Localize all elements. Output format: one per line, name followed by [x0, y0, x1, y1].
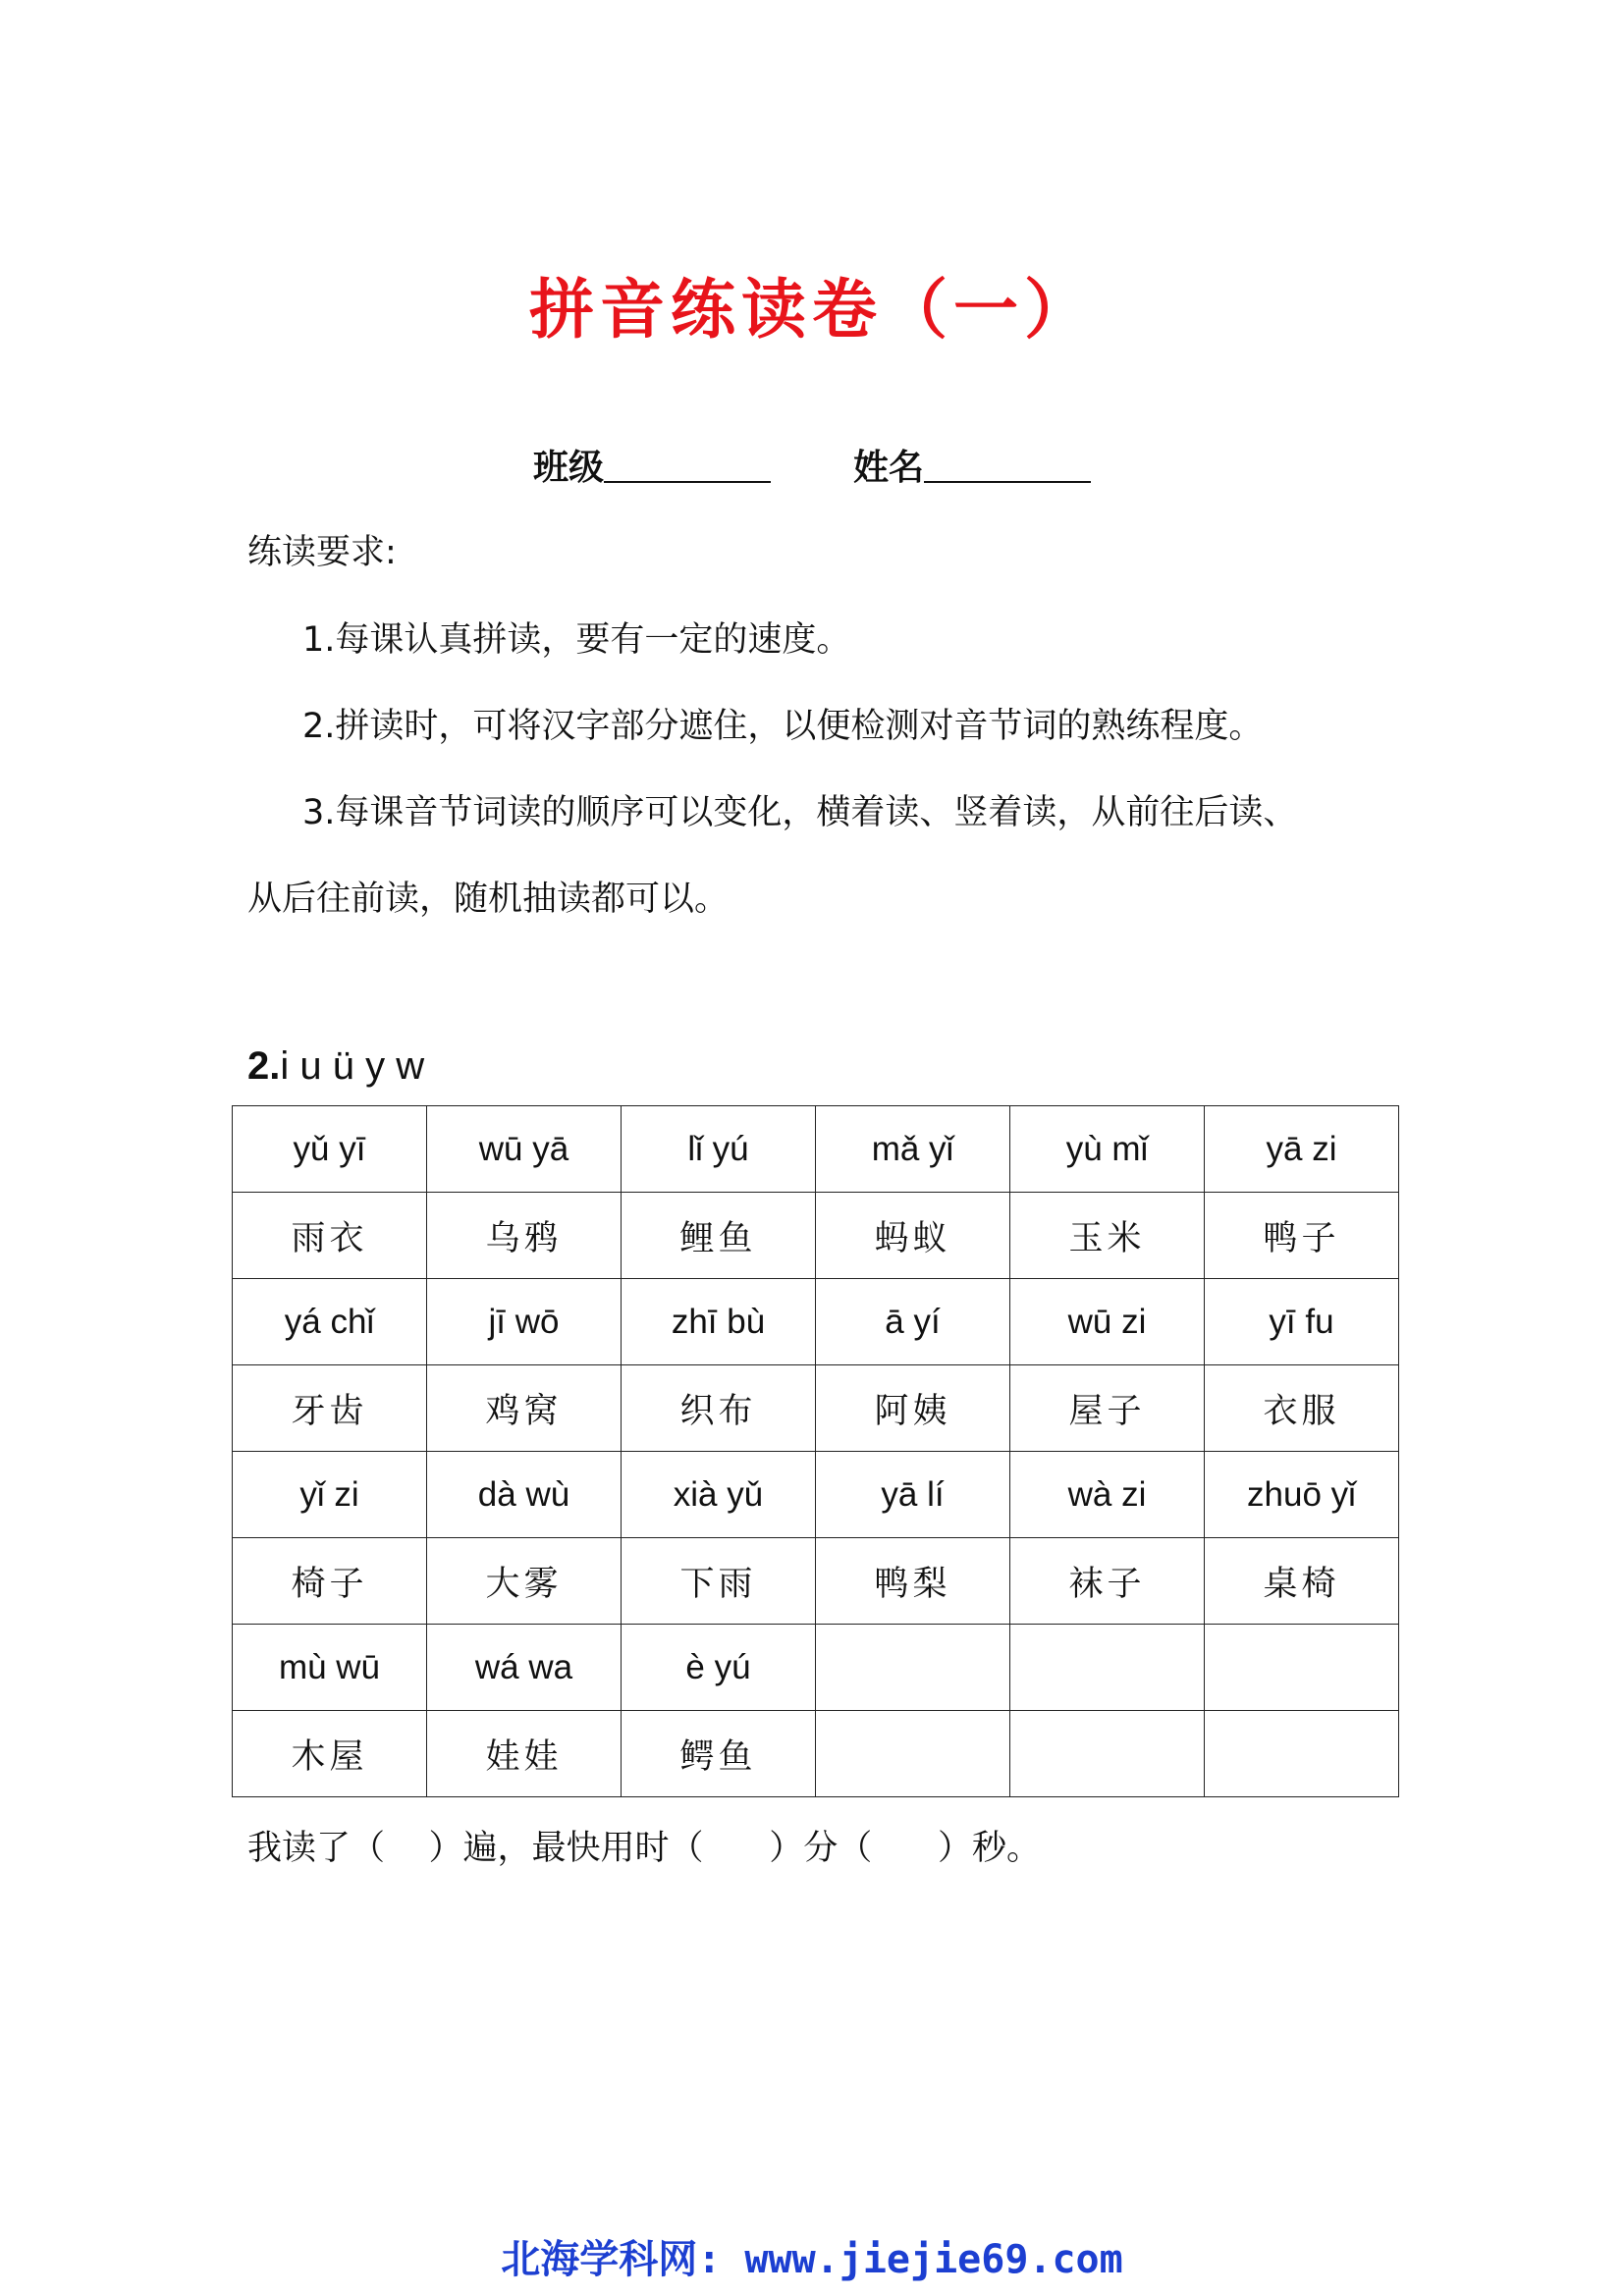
hanzi-cell: 鳄鱼: [622, 1711, 816, 1797]
hanzi-row: [233, 1365, 1399, 1452]
hanzi-cell: 鸭梨: [816, 1538, 1010, 1625]
pinyin-cell: yā zi: [1205, 1106, 1399, 1193]
section-number: 2.: [247, 1044, 281, 1088]
hanzi-cell: 鸡窝: [427, 1365, 622, 1452]
pinyin-cell: zhī bù: [622, 1279, 816, 1365]
hanzi-cell: 玉米: [1010, 1193, 1205, 1279]
empty-cell: [1010, 1625, 1205, 1711]
class-blank[interactable]: [604, 446, 771, 483]
pinyin-cell: lǐ yú: [622, 1106, 816, 1193]
pinyin-cell: yā lí: [816, 1452, 1010, 1538]
class-name-line: [0, 440, 1624, 490]
pinyin-cell: xià yǔ: [622, 1452, 816, 1538]
pinyin-row: [233, 1106, 1399, 1193]
pinyin-cell: zhuō yǐ: [1205, 1452, 1399, 1538]
hanzi-cell: 娃娃: [427, 1711, 622, 1797]
hanzi-cell: 木屋: [233, 1711, 427, 1797]
pinyin-cell: dà wù: [427, 1452, 622, 1538]
empty-cell: [816, 1711, 1010, 1797]
reading-record-line: 我读了（ ）遍，最快用时（ ）分（ ）秒。: [247, 1829, 1042, 1868]
pinyin-cell: jī wō: [427, 1279, 622, 1365]
hanzi-cell: 鲤鱼: [622, 1193, 816, 1279]
pinyin-row: [233, 1452, 1399, 1538]
requirement-item-3: 3.每课音节词读的顺序可以变化，横着读、竖着读，从前往后读、: [302, 793, 1298, 832]
hanzi-cell: 椅子: [233, 1538, 427, 1625]
hanzi-cell: 乌鸦: [427, 1193, 622, 1279]
hanzi-cell: 屋子: [1010, 1365, 1205, 1452]
hanzi-row: [233, 1711, 1399, 1797]
hanzi-cell: 阿姨: [816, 1365, 1010, 1452]
empty-cell: [816, 1625, 1010, 1711]
requirements-heading: 练读要求:: [247, 533, 397, 572]
pinyin-cell: yǐ zi: [233, 1452, 427, 1538]
pinyin-cell: è yú: [622, 1625, 816, 1711]
hanzi-cell: 牙齿: [233, 1365, 427, 1452]
empty-cell: [1205, 1625, 1399, 1711]
section-heading: [247, 1044, 424, 1089]
empty-cell: [1010, 1711, 1205, 1797]
pinyin-cell: yù mǐ: [1010, 1106, 1205, 1193]
pinyin-row: [233, 1279, 1399, 1365]
hanzi-cell: 大雾: [427, 1538, 622, 1625]
name-label: 姓名: [853, 448, 925, 488]
pinyin-cell: yī fu: [1205, 1279, 1399, 1365]
hanzi-cell: 织布: [622, 1365, 816, 1452]
requirement-item-2: 2.拼读时，可将汉字部分遮住，以便检测对音节词的熟练程度。: [302, 707, 1264, 746]
pinyin-cell: yǔ yī: [233, 1106, 427, 1193]
hanzi-row: [233, 1538, 1399, 1625]
footer-watermark: 北海学科网: www.jiejie69.com: [501, 2237, 1123, 2282]
requirement-item-1: 1.每课认真拼读，要有一定的速度。: [302, 620, 851, 660]
name-blank[interactable]: [924, 446, 1091, 483]
section-letters: i u ü y w: [280, 1044, 425, 1088]
pinyin-cell: wū yā: [427, 1106, 622, 1193]
empty-cell: [1205, 1711, 1399, 1797]
page-title: 拼音练读卷（一）: [529, 271, 1095, 347]
hanzi-cell: 袜子: [1010, 1538, 1205, 1625]
hanzi-cell: 鸭子: [1205, 1193, 1399, 1279]
hanzi-cell: 雨衣: [233, 1193, 427, 1279]
requirement-item-3-continued: 从后往前读，随机抽读都可以。: [247, 880, 730, 919]
hanzi-cell: 蚂蚁: [816, 1193, 1010, 1279]
hanzi-cell: 桌椅: [1205, 1538, 1399, 1625]
pinyin-cell: wá wa: [427, 1625, 622, 1711]
hanzi-cell: 衣服: [1205, 1365, 1399, 1452]
class-label: 班级: [532, 448, 604, 488]
pinyin-table: [232, 1105, 1399, 1797]
pinyin-cell: wū zi: [1010, 1279, 1205, 1365]
pinyin-row: [233, 1625, 1399, 1711]
pinyin-cell: wà zi: [1010, 1452, 1205, 1538]
hanzi-row: [233, 1193, 1399, 1279]
pinyin-cell: mǎ yǐ: [816, 1106, 1010, 1193]
pinyin-cell: mù wū: [233, 1625, 427, 1711]
pinyin-cell: yá chǐ: [233, 1279, 427, 1365]
pinyin-cell: ā yí: [816, 1279, 1010, 1365]
hanzi-cell: 下雨: [622, 1538, 816, 1625]
